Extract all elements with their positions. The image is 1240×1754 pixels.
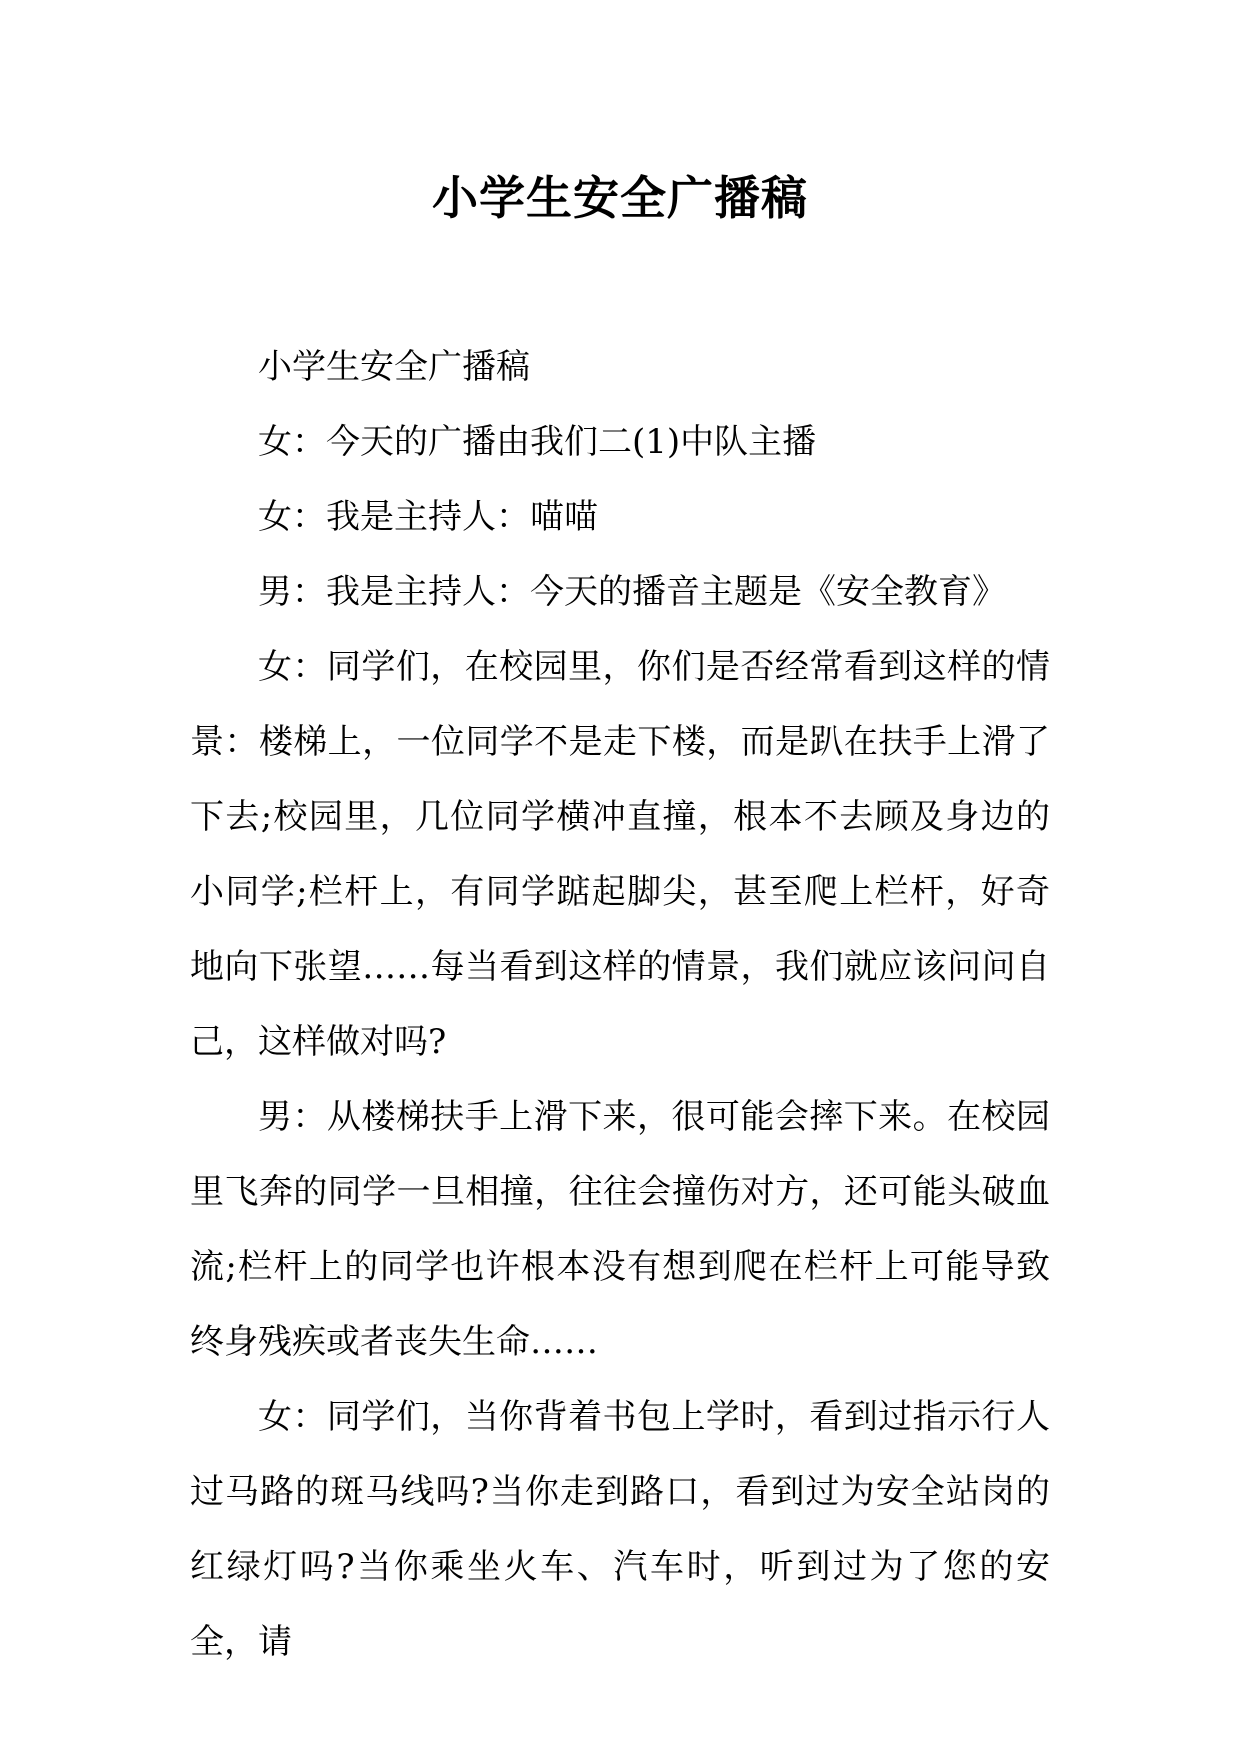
paragraph: 女：我是主持人：喵喵 xyxy=(258,497,598,537)
paragraph: 女：同学们，当你背着书包上学时，看到过指示行人过马路的斑马线吗?当你走到路口，看到过为安全站岗的红绿灯吗?当你乘坐火车、汽车时，听到过为了您的安全，请 xyxy=(190,1397,1050,1662)
paragraph: 男：我是主持人：今天的播音主题是《安全教育》 xyxy=(258,572,1006,612)
paragraph: 男：从楼梯扶手上滑下来，很可能会摔下来。在校园里飞奔的同学一旦相撞，往往会撞伤对方，还可能头破血流;栏杆上的同学也许根本没有想到爬在栏杆上可能导致终身残疾或者丧失生命…… xyxy=(190,1097,1050,1362)
paragraph: 女：同学们，在校园里，你们是否经常看到这样的情景：楼梯上，一位同学不是走下楼，而是趴在扶手上滑了下去;校园里，几位同学横冲直撞，根本不去顾及身边的小同学;栏杆上，有同学踮起脚尖，甚至爬上栏杆，好奇地向下张望……每当看到这样的情景，我们就应该问问自己，这样做对吗? xyxy=(190,647,1050,1062)
document-body xyxy=(190,330,1050,1680)
paragraph: 女：今天的广播由我们二(1)中队主播 xyxy=(258,422,817,462)
document-title: 小学生安全广播稿 xyxy=(432,171,808,225)
paragraph: 小学生安全广播稿 xyxy=(258,347,530,387)
